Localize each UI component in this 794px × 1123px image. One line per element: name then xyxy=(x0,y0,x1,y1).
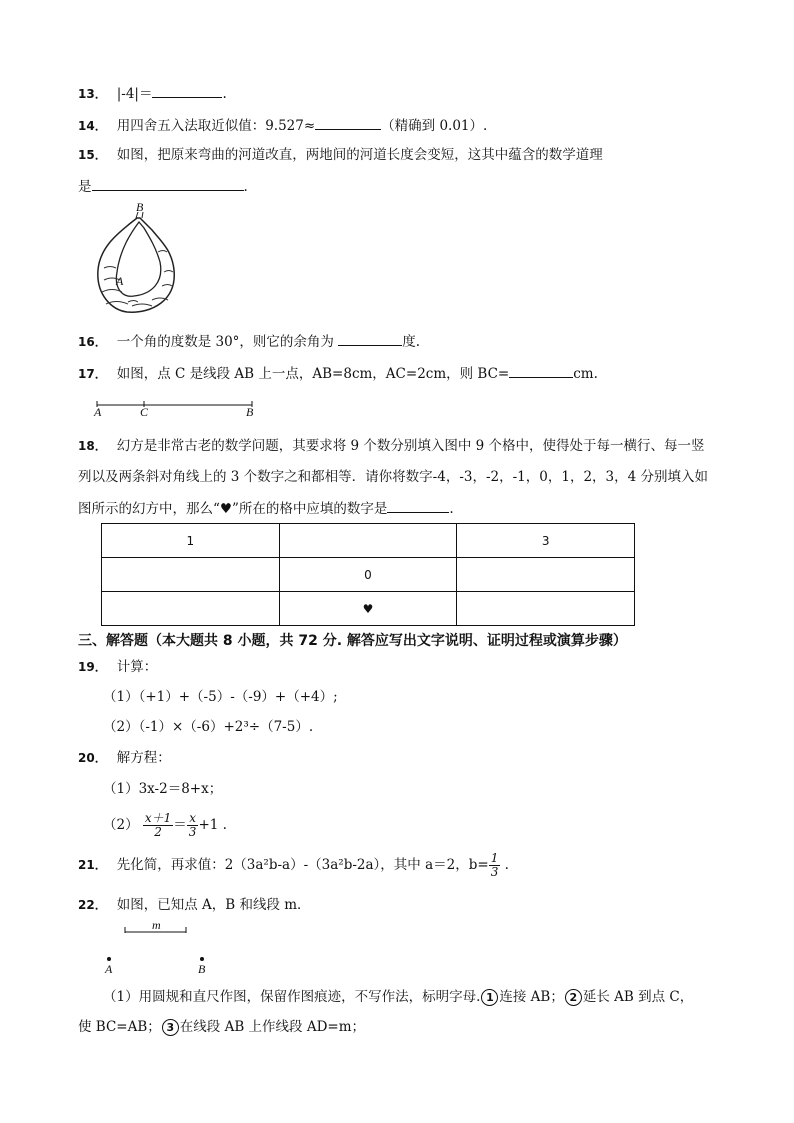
answer-blank[interactable] xyxy=(92,176,244,191)
label-m: m xyxy=(152,918,161,932)
answer-blank[interactable] xyxy=(338,331,402,346)
question-number: 17． xyxy=(78,367,107,381)
question-text: |-4|＝ xyxy=(116,86,153,102)
table-cell xyxy=(457,592,635,626)
river-figure xyxy=(92,200,182,320)
step-text: 在线段 AB 上作线段 AD=m； xyxy=(179,1019,366,1035)
question-19-part1: （1）（+1）+（-5）-（-9）+（+4）; xyxy=(103,689,338,705)
denominator: 3 xyxy=(490,865,499,879)
table-row xyxy=(102,592,635,626)
circled-number-3: 3 xyxy=(162,1019,179,1036)
segment-line xyxy=(94,395,264,409)
answer-blank[interactable] xyxy=(152,83,222,98)
question-end: . xyxy=(504,857,509,873)
instruction-text: （1）用圆规和直尺作图，保留作图痕迹，不写作法，标明字母. xyxy=(103,989,481,1005)
segment-m-line xyxy=(120,918,200,938)
question-20 xyxy=(78,749,171,767)
question-text: 一个角的度数是 30°，则它的余角为 xyxy=(116,334,334,350)
part-label: （2） xyxy=(103,817,139,833)
question-18-line2 xyxy=(78,468,708,486)
label-a: A xyxy=(116,274,124,288)
circled-number-1: 1 xyxy=(481,989,498,1006)
table-row xyxy=(102,524,635,558)
denominator: 3 xyxy=(188,825,197,839)
circled-number-2: 2 xyxy=(565,989,582,1006)
question-number: 19． xyxy=(78,660,107,674)
label-b: B xyxy=(136,200,144,214)
question-text: 幻方是非常古老的数学问题，其要求将 9 个数分别填入图中 9 个格中，使得处于每一横行、每一竖 xyxy=(116,438,705,454)
equals-sign: ＝ xyxy=(173,817,187,833)
heart-cell: ♥ xyxy=(279,592,457,626)
question-text: 解方程： xyxy=(116,750,171,766)
question-end: . xyxy=(449,501,454,517)
question-text: 如图，把原来弯曲的河道改直，两地间的河道长度会变短，这其中蕴含的数学道理 xyxy=(116,147,603,163)
question-22 xyxy=(78,896,311,914)
answer-blank[interactable] xyxy=(387,498,449,513)
question-17 xyxy=(78,363,598,383)
question-21 xyxy=(78,848,509,882)
question-number: 22． xyxy=(78,898,107,912)
question-14 xyxy=(78,115,487,135)
question-13 xyxy=(78,83,227,103)
question-text: 用四舍五入法取近似值：9.527≈ xyxy=(116,118,316,134)
question-number: 16． xyxy=(78,335,107,349)
question-15-line2 xyxy=(78,176,248,196)
question-text: 是 xyxy=(78,179,92,195)
equation-tail: +1 . xyxy=(198,817,227,833)
table-row xyxy=(102,558,635,592)
label-c: C xyxy=(140,405,149,419)
question-22-part1-line1 xyxy=(103,988,693,1006)
question-22-part1-line2 xyxy=(78,1018,365,1036)
step-text: 连接 AB； xyxy=(499,989,564,1005)
step-text: 使 BC=AB； xyxy=(78,1019,161,1035)
question-20-part2 xyxy=(103,808,227,842)
question-text: 图所示的幻方中，那么“♥”所在的格中应填的数字是 xyxy=(78,501,388,517)
table-cell: 3 xyxy=(457,524,635,558)
question-text: 列以及两条斜对角线上的 3 个数字之和都相等．请你将数字-4，-3，-2，-1，0，1，2，3，4 分别填入如 xyxy=(78,469,709,485)
table-cell xyxy=(102,592,280,626)
question-20-part1: （1）3x-2＝8+x； xyxy=(103,781,223,797)
answer-blank[interactable] xyxy=(315,115,381,130)
label-b: B xyxy=(198,962,206,976)
table-cell: 0 xyxy=(279,558,457,592)
denominator: 2 xyxy=(154,825,162,839)
question-number: 20． xyxy=(78,751,107,765)
river-drawing xyxy=(92,200,182,320)
question-number: 14． xyxy=(78,119,107,133)
segment-figure xyxy=(94,395,264,421)
question-15 xyxy=(78,146,603,164)
table-cell: 1 xyxy=(102,524,280,558)
points-figure xyxy=(104,955,214,977)
fraction xyxy=(143,812,173,839)
question-text: 如图，点 C 是线段 AB 上一点，AB=8cm，AC=2cm，则 BC= xyxy=(116,366,510,382)
table-cell xyxy=(102,558,280,592)
question-16 xyxy=(78,331,420,351)
table-cell xyxy=(457,558,635,592)
question-end: （精确到 0.01）. xyxy=(381,118,488,134)
numerator: x xyxy=(187,812,199,826)
label-a: A xyxy=(94,405,102,419)
question-number: 15． xyxy=(78,148,107,162)
answer-blank[interactable] xyxy=(509,363,573,378)
segment-m-figure xyxy=(120,918,200,938)
question-18-line1 xyxy=(78,437,705,455)
question-18-line3 xyxy=(78,498,454,518)
magic-square-table xyxy=(101,523,635,626)
question-text: 先化简，再求值：2（3a²b-a）-（3a²b-2a），其中 a＝2，b= xyxy=(116,857,489,873)
label-a: A xyxy=(105,962,113,976)
fraction xyxy=(489,852,501,879)
label-b: B xyxy=(246,405,254,419)
question-end: cm. xyxy=(573,366,598,382)
question-number: 21． xyxy=(78,858,107,872)
question-end: 度. xyxy=(402,334,421,350)
question-text: 如图，已知点 A，B 和线段 m． xyxy=(116,897,311,913)
question-number: 18． xyxy=(78,439,107,453)
table-cell xyxy=(279,524,457,558)
question-19 xyxy=(78,658,157,676)
fraction xyxy=(187,812,199,839)
question-text: 计算： xyxy=(116,659,158,675)
numerator: 1 xyxy=(490,851,499,865)
question-end: . xyxy=(222,86,227,102)
question-end: . xyxy=(243,179,248,195)
numerator: x＋1 xyxy=(144,811,172,825)
question-number: 13． xyxy=(78,87,107,101)
step-text: 延长 AB 到点 C， xyxy=(582,989,694,1005)
section-heading: 三、解答题（本大题共 8 小题，共 72 分. 解答应写出文字说明、证明过程或演算步骤） xyxy=(78,633,627,649)
question-19-part2: （2）（-1）×（-6）+2³÷（7-5）. xyxy=(103,719,314,735)
